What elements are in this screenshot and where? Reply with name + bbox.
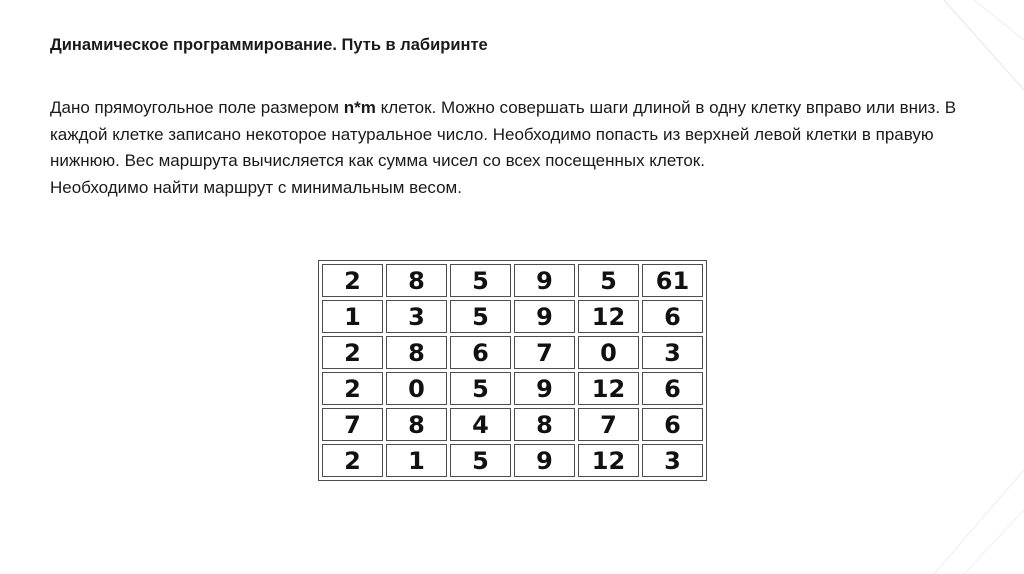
grid-cell: 2: [322, 336, 383, 369]
grid-cell: 1: [386, 444, 447, 477]
grid-cell: 6: [642, 372, 703, 405]
grid-cell: 4: [450, 408, 511, 441]
grid-cell: 0: [386, 372, 447, 405]
grid-cell: 5: [578, 264, 639, 297]
grid-cell: 3: [386, 300, 447, 333]
maze-grid-container: [318, 260, 707, 481]
grid-cell: 61: [642, 264, 703, 297]
grid-cell: 5: [450, 300, 511, 333]
grid-cell: 1: [322, 300, 383, 333]
grid-cell: 2: [322, 264, 383, 297]
task-sentence: Необходимо найти маршрут с минимальным весом.: [50, 177, 462, 197]
grid-row: [322, 264, 703, 297]
slide-title: Динамическое программирование. Путь в лабиринте: [50, 36, 488, 54]
grid-cell: 8: [386, 336, 447, 369]
grid-cell: 9: [514, 444, 575, 477]
grid-cell: 7: [514, 336, 575, 369]
grid-cell: 6: [642, 408, 703, 441]
grid-row: [322, 408, 703, 441]
decorative-lines: [934, 0, 1024, 574]
grid-cell: 2: [322, 444, 383, 477]
grid-cell: 7: [578, 408, 639, 441]
grid-cell: 12: [578, 372, 639, 405]
grid-cell: 8: [386, 408, 447, 441]
grid-row: [322, 372, 703, 405]
grid-cell: 12: [578, 300, 639, 333]
maze-grid: [318, 260, 707, 481]
grid-cell: 9: [514, 372, 575, 405]
grid-cell: 5: [450, 264, 511, 297]
grid-size-term: n*m: [343, 98, 376, 117]
problem-text-rest: клеток. Можно совершать шаги длиной в одну клетку вправо или вниз. В каждой клетке записано некоторое натуральное число. Необходимо попасть из верхней левой клетки в правую нижнюю. Вес маршрута вычисляется как сумма чисел со всех посещенных клеток.: [50, 98, 957, 170]
problem-paragraph: [50, 95, 990, 175]
grid-cell: 5: [450, 372, 511, 405]
problem-statement: [50, 95, 990, 201]
grid-cell: 9: [514, 300, 575, 333]
grid-cell: 3: [642, 444, 703, 477]
grid-cell: 3: [642, 336, 703, 369]
grid-cell: 0: [578, 336, 639, 369]
grid-cell: 12: [578, 444, 639, 477]
grid-cell: 8: [514, 408, 575, 441]
grid-cell: 2: [322, 372, 383, 405]
grid-row: [322, 444, 703, 477]
grid-cell: 8: [386, 264, 447, 297]
grid-cell: 7: [322, 408, 383, 441]
grid-cell: 6: [450, 336, 511, 369]
grid-cell: 9: [514, 264, 575, 297]
grid-row: [322, 336, 703, 369]
grid-cell: 5: [450, 444, 511, 477]
grid-cell: 6: [642, 300, 703, 333]
grid-row: [322, 300, 703, 333]
problem-text-start: Дано прямоугольное поле размером: [50, 98, 344, 117]
